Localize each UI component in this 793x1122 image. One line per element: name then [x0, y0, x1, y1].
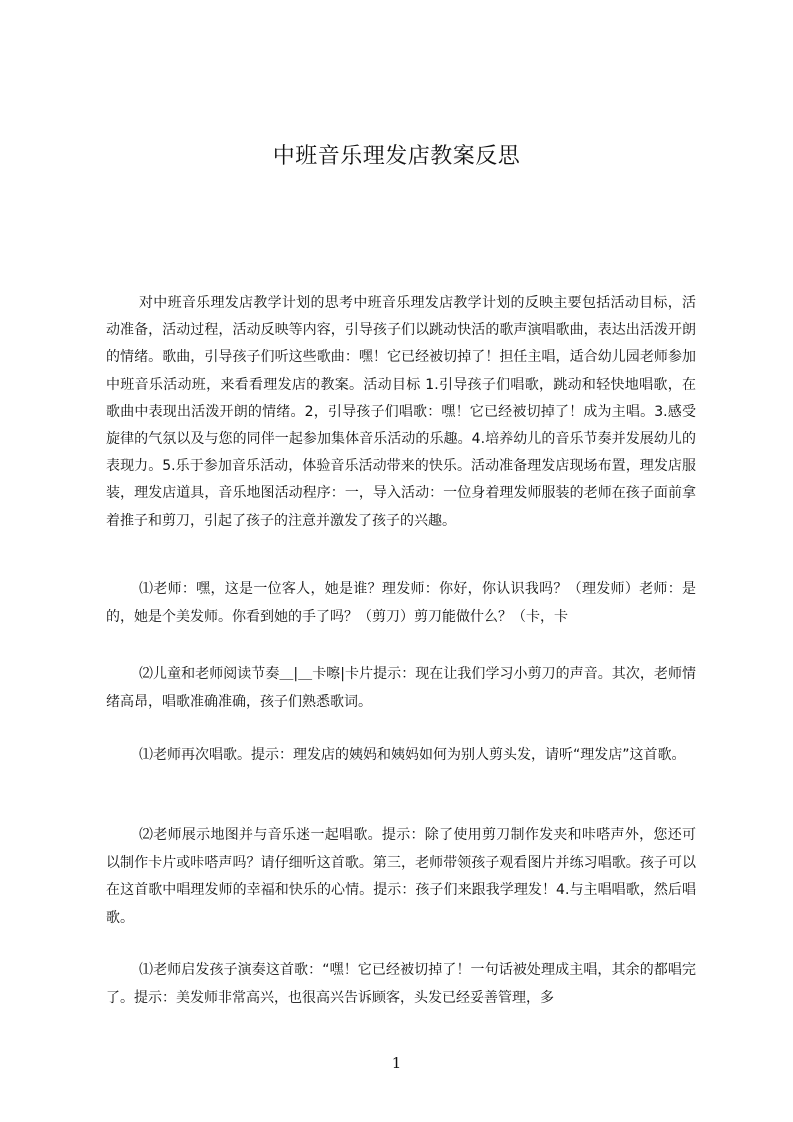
paragraph-step-4: ⑵老师展示地图并与音乐迷一起唱歌。提示：除了使用剪刀制作发夹和咔嗒声外，您还可以制作卡片或咔嗒声吗？请仔细听这首歌。第三，老师带领孩子观看图片并练习唱歌。孩子可以在这首歌中唱理发师的幸福和快乐的心情。提示：孩子们来跟我学理发！4.与主唱唱歌，然后唱歌。 [106, 827, 696, 926]
paragraph-step-2: ⑵儿童和老师阅读节奏＿|＿卡嚓|卡片提示：现在让我们学习小剪刀的声音。其次，老师情绪高昂，唱歌准确准确，孩子们熟悉歌词。 [106, 666, 696, 710]
page-number: 1 [391, 1054, 402, 1072]
paragraph-step-5: ⑴老师启发孩子演奏这首歌：“嘿！它已经被切掉了！一句话被处理成主唱，其余的都唱完了。提示：美发师非常高兴，也很高兴告诉顾客，头发已经妥善管理，多 [106, 962, 696, 1006]
paragraph-step-1: ⑴老师：嘿，这是一位客人，她是谁？理发师：你好，你认识我吗？（理发师）老师：是的，她是个美发师。你看到她的手了吗？（剪刀）剪刀能做什么？（卡，卡 [106, 581, 696, 625]
page-title: 中班音乐理发店教案反思 [272, 144, 521, 169]
paragraph-step-3: ⑴老师再次唱歌。提示：理发店的姨妈和姨妈如何为别人剪头发，请听“理发店”这首歌。 [139, 747, 686, 763]
paragraph-intro: 对中班音乐理发店教学计划的思考中班音乐理发店教学计划的反映主要包括活动目标，活动准备，活动过程，活动反映等内容，引导孩子们以跳动快活的歌声演唱歌曲，表达出活泼开朗的情绪。歌曲，引导孩子们听这些歌曲：嘿！它已经被切掉了！担任主唱，适合幼儿园老师参加中班音乐活动班，来看看理发店的教案。活动目标 1.引导孩子们唱歌，跳动和轻快地唱歌，在歌曲中表现出活泼开朗的情绪。2，引导孩子们唱歌：嘿！它已经被切掉了！成为主唱。3.感受旋律的气氛以及与您的同伴一起参加集体音乐活动的乐趣。4.培养幼儿的音乐节奏并发展幼儿的表现力。5.乐于参加音乐活动，体验音乐活动带来的快乐。活动准备理发店现场布置，理发店服装，理发店道具，音乐地图活动程序：一，导入活动：一位身着理发师服装的老师在孩子面前拿着推子和剪刀，引起了孩子的注意并激发了孩子的兴趣。 [106, 295, 696, 529]
